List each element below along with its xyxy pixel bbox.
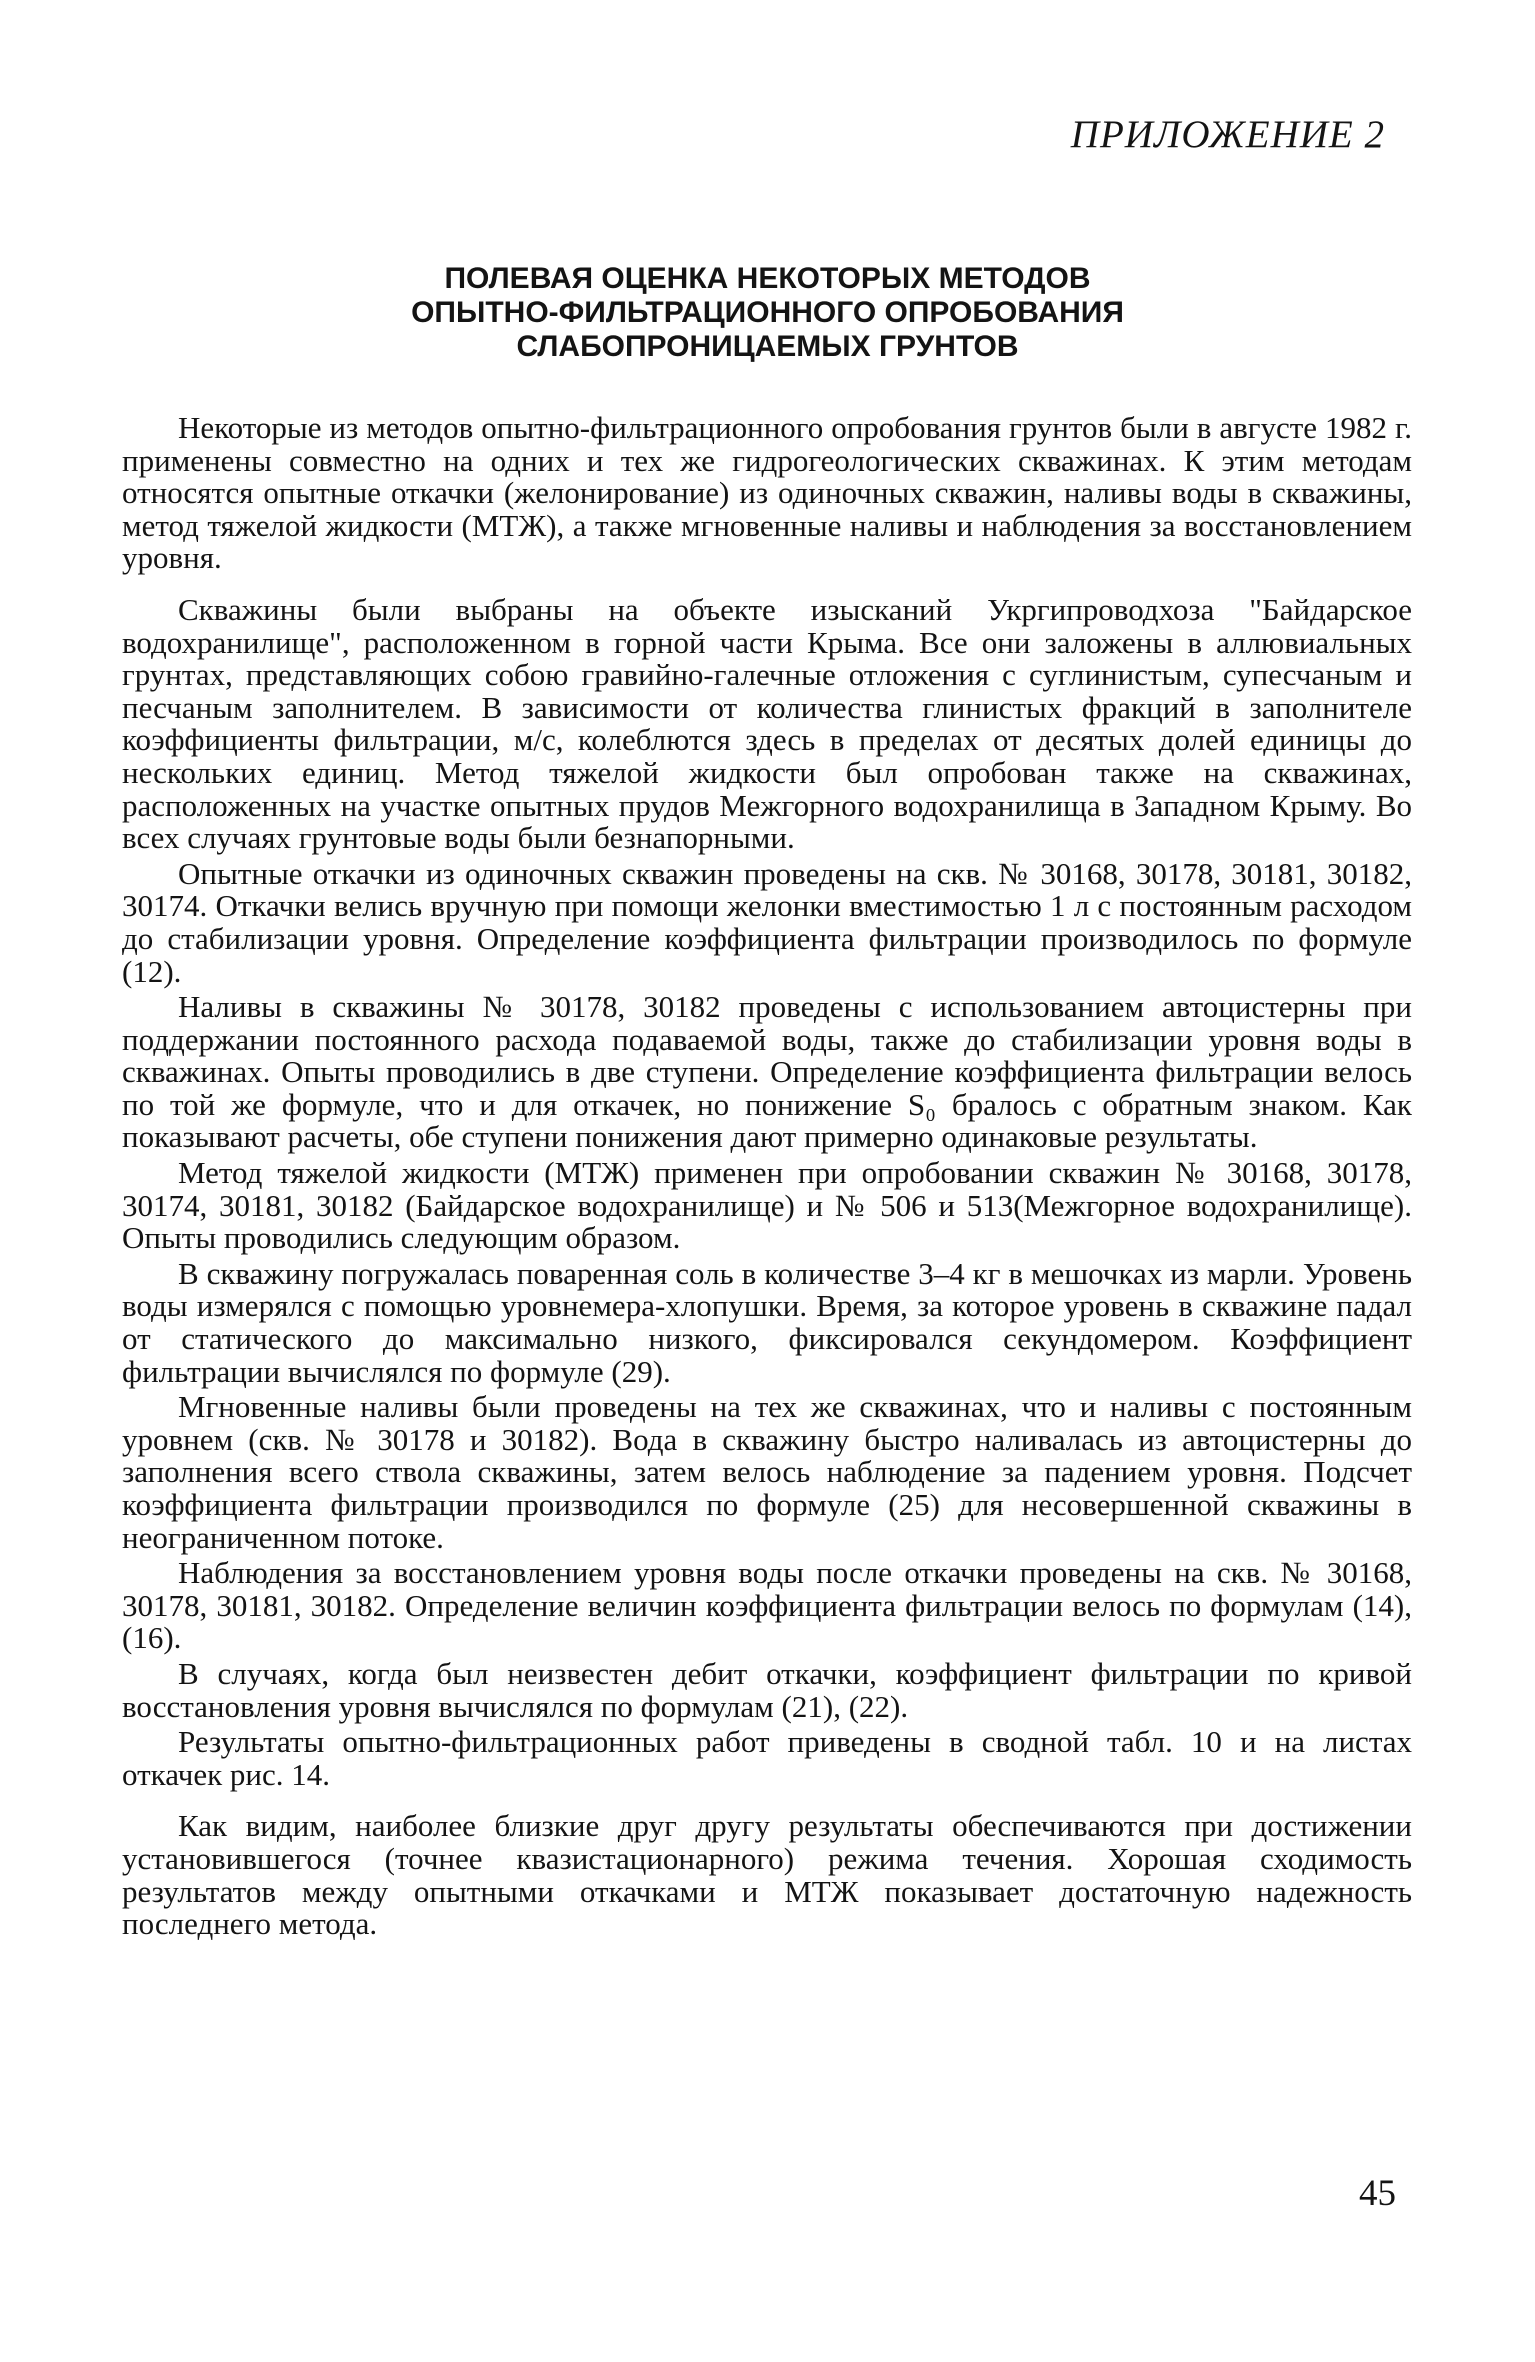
paragraph: Как видим, наиболее близкие друг другу результаты обеспечиваются при достижении установившегося (точнее квазистационарного) режима течения. Хорошая сходимость результатов между опытными откачками и МТЖ показывает достаточную надежность последнего метода. (122, 1808, 1412, 1942)
paragraph: Результаты опытно-фильтрационных работ приведены в сводной табл. 10 и на листах откачек рис. 14. (122, 1724, 1412, 1792)
paragraph: Скважины были выбраны на объекте изысканий Укргипроводхоза "Байдарское водохранилище", расположенном в горной части Крыма. Все они заложены в аллювиальных грунтах, представляющих собою гравийно-галечные отложения с суглинистым, супесчаным и песчаным заполнителем. В зависимости от количества глинистых фракций в заполнителе коэффициенты фильтрации, м/с, колеблются здесь в пределах от десятых долей единицы до нескольких единиц. Метод тяжелой жидкости был опробован также на скважинах, расположенных на участке опытных прудов Межгорного водохранилища в Западном Крыму. Во всех случаях грунтовые воды были безнапорными. (122, 591, 1412, 856)
paragraph: Наливы в скважины № 30178, 30182 проведены с использованием автоцистерны при поддержании постоянного расхода подаваемой воды, также до стабилизации уровня воды в скважинах. Опыты проводились в две ступени. Определение коэффициента фильтрации велось по той же формуле, что и для откачек, но понижение S₀ бралось с обратным знаком. Как показывают расчеты, обе ступени понижения дают примерно одинаковые результаты. (122, 989, 1412, 1155)
document-title (0, 262, 1535, 364)
title-line: СЛАБОПРОНИЦАЕМЫХ ГРУНТОВ (516, 330, 1019, 363)
document-body (122, 412, 1412, 1941)
paragraph: Мгновенные наливы были проведены на тех же скважинах, что и наливы с постоянным уровнем (скв. № 30178 и 30182). Вода в скважину быстро наливалась из автоцистерны до заполнения всего ствола скважины, затем велось наблюдение за падением уровня. Подсчет коэффициента фильтрации производился по формуле (25) для несовершенной скважины в неограниченном потоке. (122, 1389, 1412, 1555)
paragraph: Наблюдения за восстановлением уровня воды после откачки проведены на скв. № 30168, 30178, 30181, 30182. Определение величин коэффициента фильтрации велось по формулам (14), (16). (122, 1555, 1412, 1656)
title-line: ОПЫТНО-ФИЛЬТРАЦИОННОГО ОПРОБОВАНИЯ (411, 296, 1124, 329)
appendix-label: ПРИЛОЖЕНИЕ 2 (1070, 113, 1385, 156)
paragraph: Опытные откачки из одиночных скважин проведены на скв. № 30168, 30178, 30181, 30182, 30174. Откачки велись вручную при помощи желонки вместимостью 1 л с постоянным расходом до стабилизации уровня. Определение коэффициента фильтрации производилось по формуле (12). (122, 855, 1412, 989)
paragraph: Некоторые из методов опытно-фильтрационного опробования грунтов были в августе 1982 г. применены совместно на одних и тех же гидрогеологических скважинах. К этим методам относятся опытные откачки (желонирование) из одиночных скважин, наливы воды в скважины, метод тяжелой жидкости (МТЖ), а также мгновенные наливы и наблюдения за восстановлением уровня. (122, 410, 1412, 576)
paragraph: В скважину погружалась поваренная соль в количестве 3–4 кг в мешочках из марли. Уровень воды измерялся с помощью уровнемера-хлопушки. Время, за которое уровень в скважине падал от статического до максимально низкого, фиксировался секундомером. Коэффициент фильтрации вычислялся по формуле (29). (122, 1255, 1412, 1389)
title-line: ПОЛЕВАЯ ОЦЕНКА НЕКОТОРЫХ МЕТОДОВ (444, 262, 1091, 295)
page-number: 45 (1359, 2173, 1396, 2214)
paragraph: Метод тяжелой жидкости (МТЖ) применен при опробовании скважин № 30168, 30178, 30174, 30181, 30182 (Байдарское водохранилище) и № 506 и 513(Межгорное водохранилище). Опыты проводились следующим образом. (122, 1155, 1412, 1256)
paragraph: В случаях, когда был неизвестен дебит откачки, коэффициент фильтрации по кривой восстановления уровня вычислялся по формулам (21), (22). (122, 1655, 1412, 1724)
